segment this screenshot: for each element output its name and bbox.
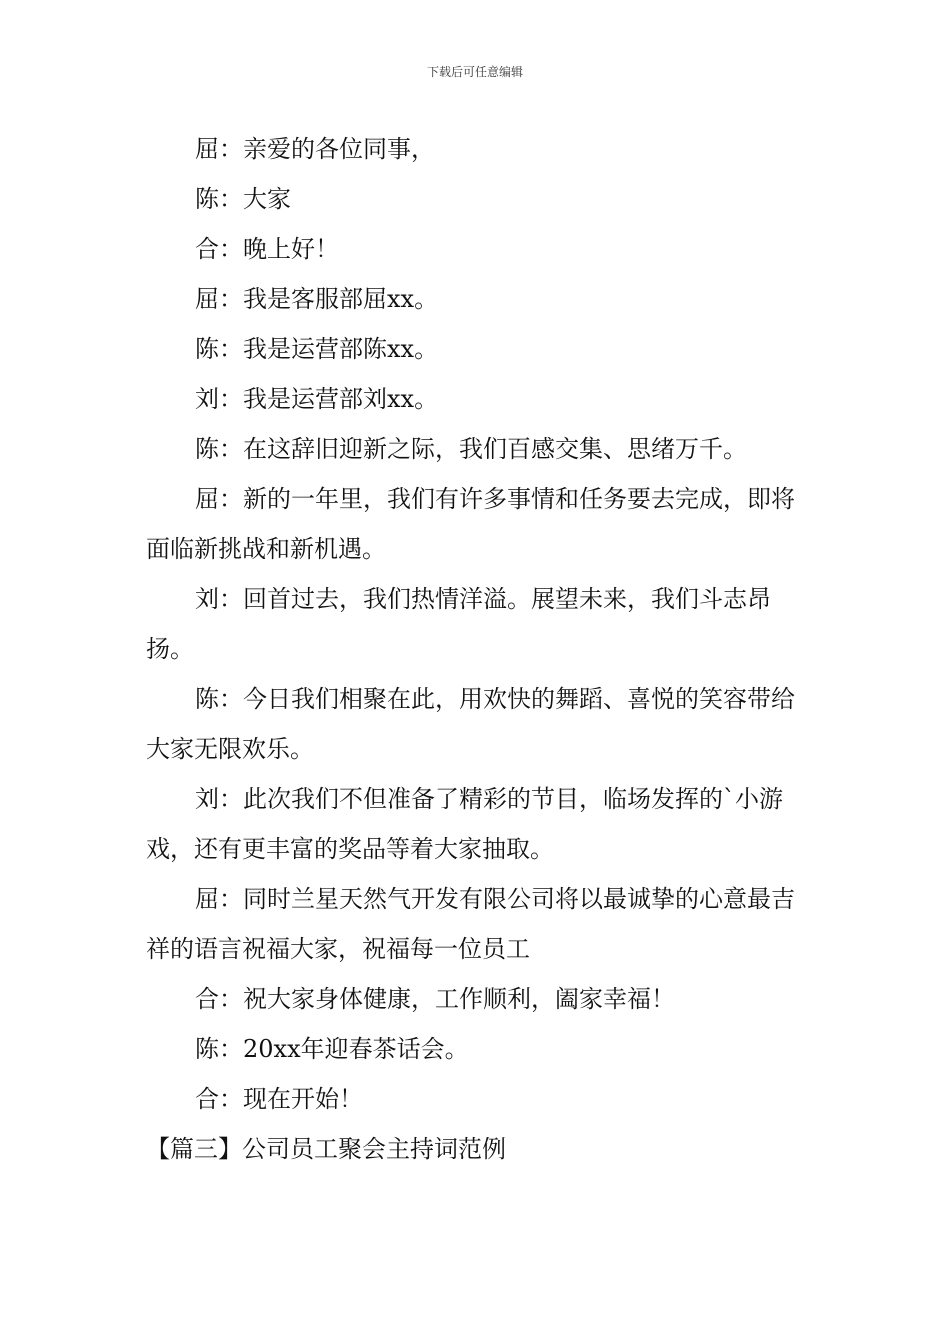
dialogue-line: 合：祝大家身体健康，工作顺利，阖家幸福！: [195, 985, 675, 1013]
dialogue-line: 屈：同时兰星天然气开发有限公司将以最诚挚的心意最吉祥的语言祝福大家，祝福每一位员工: [146, 885, 795, 963]
dialogue-line: 合：晚上好！: [195, 235, 339, 263]
dialogue-line: 陈：20xx年迎春茶话会。: [195, 1035, 469, 1063]
dialogue-line: 陈：大家: [195, 185, 291, 213]
dialogue-line: 刘：此次我们不但准备了精彩的节目，临场发挥的`小游戏，还有更丰富的奖品等着大家抽取。: [146, 785, 783, 863]
dialogue-line: 屈：亲爱的各位同事，: [195, 135, 435, 163]
dialogue-line: 陈：我是运营部陈xx。: [195, 335, 439, 363]
section-heading: 【篇三】公司员工聚会主持词范例: [146, 1135, 506, 1163]
dialogue-line: 刘：回首过去，我们热情洋溢。展望未来，我们斗志昂扬。: [146, 585, 771, 663]
dialogue-line: 陈：今日我们相聚在此，用欢快的舞蹈、喜悦的笑容带给大家无限欢乐。: [146, 685, 795, 763]
page-header: 下载后可任意编辑: [426, 65, 523, 79]
dialogue-line: 屈：新的一年里，我们有许多事情和任务要去完成，即将面临新挑战和新机遇。: [146, 485, 795, 563]
dialogue-line: 屈：我是客服部屈xx。: [195, 285, 439, 313]
dialogue-line: 合：现在开始！: [195, 1085, 363, 1113]
dialogue-line: 刘：我是运营部刘xx。: [195, 385, 439, 413]
document-body: [146, 124, 810, 1174]
dialogue-line: 陈：在这辞旧迎新之际，我们百感交集、思绪万千。: [195, 435, 747, 463]
